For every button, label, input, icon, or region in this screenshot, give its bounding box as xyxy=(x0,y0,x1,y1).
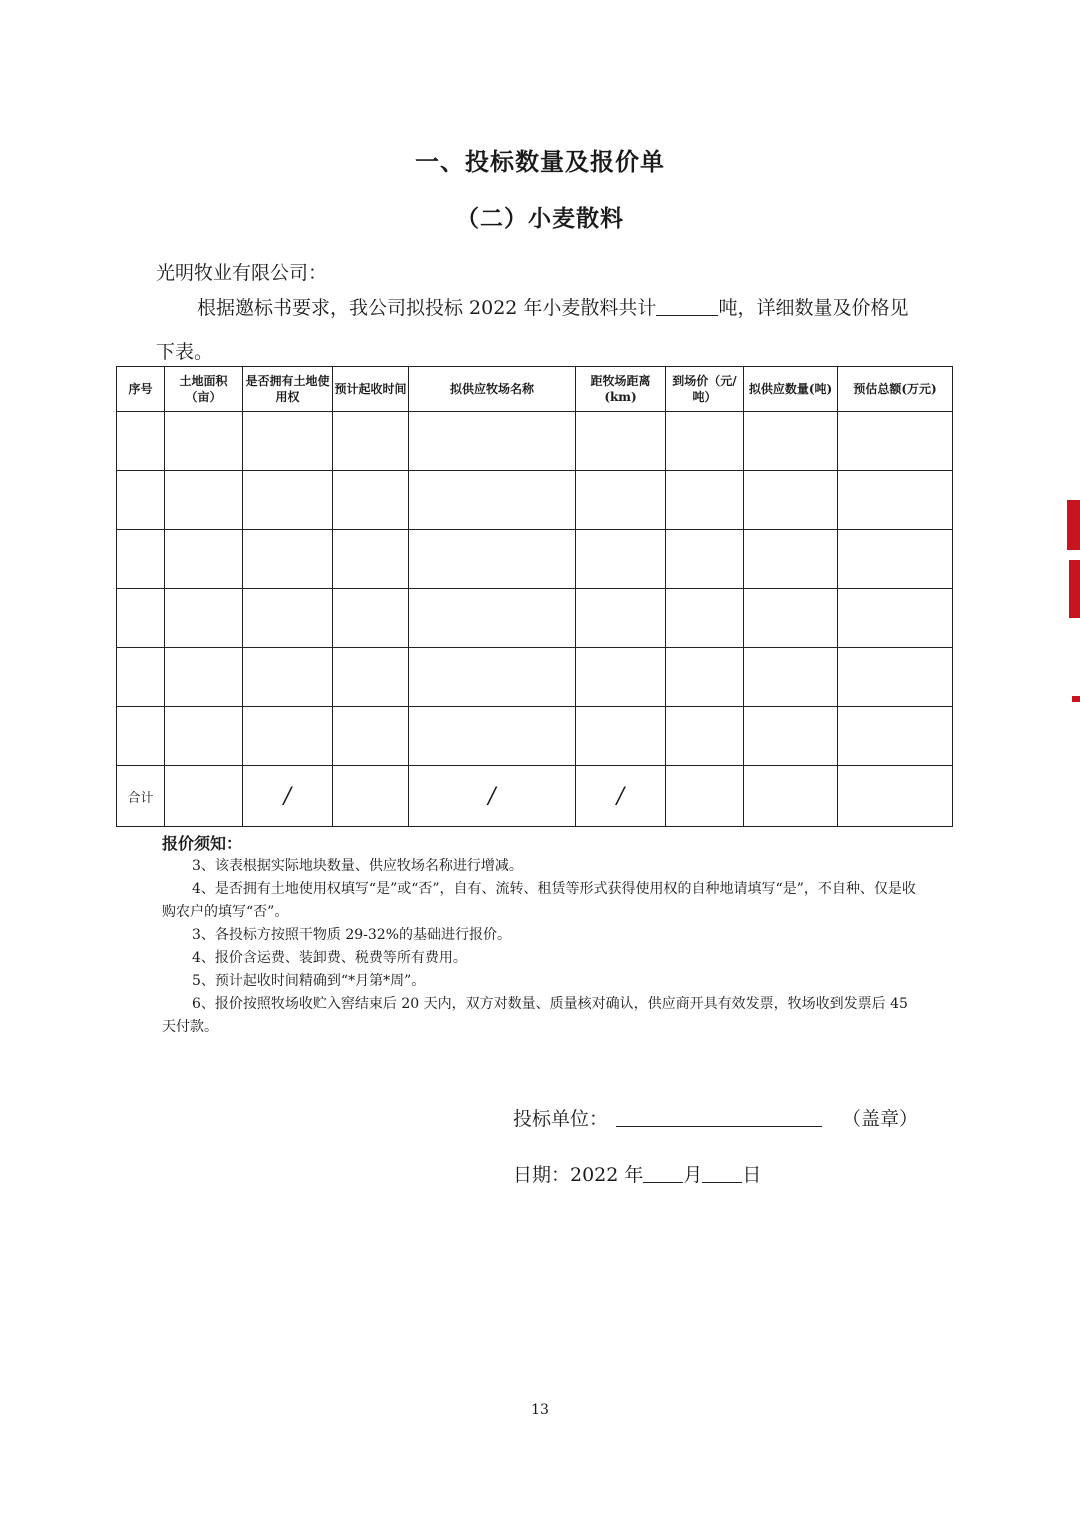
month-label: 月 xyxy=(683,1164,703,1186)
slash-mark: / xyxy=(576,766,666,827)
table-cell[interactable] xyxy=(165,412,243,471)
table-cell[interactable] xyxy=(744,471,838,530)
header-cell: 是否拥有土地使用权 xyxy=(243,367,333,412)
table-cell[interactable] xyxy=(744,589,838,648)
day-label: 日 xyxy=(742,1164,762,1186)
table-cell[interactable] xyxy=(744,412,838,471)
table-cell[interactable] xyxy=(409,412,576,471)
slash-mark: / xyxy=(243,766,333,827)
table-cell[interactable] xyxy=(243,471,333,530)
note-item: 4、报价含运费、装卸费、税费等所有费用。 xyxy=(192,950,467,966)
table-header-row xyxy=(117,367,953,412)
table-cell[interactable] xyxy=(165,530,243,589)
table-cell[interactable] xyxy=(666,412,744,471)
table-cell[interactable] xyxy=(165,648,243,707)
table-cell[interactable] xyxy=(838,707,953,766)
table-cell[interactable] xyxy=(744,707,838,766)
table-cell[interactable] xyxy=(409,648,576,707)
table-cell[interactable] xyxy=(333,589,409,648)
table-cell[interactable] xyxy=(666,530,744,589)
note-item: 4、是否拥有土地使用权填写“是”或“否”，自有、流转、租赁等形式获得使用权的自种地请填写“是”，不自种、仅是收购农户的填写“否”。 xyxy=(162,881,916,920)
table-cell[interactable] xyxy=(576,471,666,530)
header-cell: 到场价（元/吨） xyxy=(666,367,744,412)
table-cell[interactable] xyxy=(744,648,838,707)
table-cell[interactable] xyxy=(333,766,409,827)
table-row xyxy=(117,589,953,648)
page-number: 13 xyxy=(531,1402,549,1418)
bidder-unit-line xyxy=(513,1104,918,1131)
table-cell[interactable] xyxy=(576,412,666,471)
bidder-unit-blank[interactable] xyxy=(616,1104,822,1127)
table-cell[interactable] xyxy=(666,707,744,766)
header-cell: 拟供应数量(吨) xyxy=(744,367,838,412)
addressee: 光明牧业有限公司： xyxy=(156,262,328,284)
table-cell[interactable] xyxy=(576,530,666,589)
table-row xyxy=(117,707,953,766)
table-cell[interactable] xyxy=(243,530,333,589)
table-cell[interactable] xyxy=(117,707,165,766)
bidder-unit-label: 投标单位： xyxy=(513,1108,609,1130)
note-item: 3、各投标方按照干物质 29-32%的基础进行报价。 xyxy=(192,927,512,943)
tonnage-blank xyxy=(656,293,718,316)
table-cell[interactable] xyxy=(576,707,666,766)
notes-title: 报价须知： xyxy=(162,834,243,853)
table-cell[interactable] xyxy=(666,471,744,530)
date-line xyxy=(513,1160,761,1187)
table-row xyxy=(117,471,953,530)
note-item: 6、报价按照牧场收贮入窖结束后 20 天内，双方对数量、质量核对确认，供应商开具有效发票，牧场收到发票后 45 天付款。 xyxy=(162,996,908,1035)
table-cell[interactable] xyxy=(117,589,165,648)
table-cell[interactable] xyxy=(409,530,576,589)
table-cell[interactable] xyxy=(243,412,333,471)
table-cell[interactable] xyxy=(243,589,333,648)
total-label: 合计 xyxy=(117,766,165,827)
month-blank[interactable] xyxy=(643,1160,683,1183)
seal-note: （盖章） xyxy=(842,1108,919,1130)
header-cell: 序号 xyxy=(117,367,165,412)
table-cell[interactable] xyxy=(838,766,953,827)
table-cell[interactable] xyxy=(744,530,838,589)
table-cell[interactable] xyxy=(666,766,744,827)
table-cell[interactable] xyxy=(838,412,953,471)
table-cell[interactable] xyxy=(117,530,165,589)
header-cell: 预估总额(万元) xyxy=(838,367,953,412)
table-cell[interactable] xyxy=(333,412,409,471)
date-prefix: 日期：2022 年 xyxy=(513,1164,644,1186)
table-cell[interactable] xyxy=(333,707,409,766)
table-cell[interactable] xyxy=(243,707,333,766)
table-cell[interactable] xyxy=(576,648,666,707)
table-cell[interactable] xyxy=(165,471,243,530)
table-cell[interactable] xyxy=(409,589,576,648)
document-title: 一、投标数量及报价单 xyxy=(415,148,665,176)
table-cell[interactable] xyxy=(744,766,838,827)
day-blank[interactable] xyxy=(702,1160,742,1183)
table-cell[interactable] xyxy=(333,471,409,530)
table-cell[interactable] xyxy=(838,471,953,530)
table-row xyxy=(117,648,953,707)
note-item: 3、该表根据实际地块数量、供应牧场名称进行增减。 xyxy=(192,858,523,874)
intro-paragraph xyxy=(156,286,916,374)
table-cell[interactable] xyxy=(666,589,744,648)
table-cell[interactable] xyxy=(838,648,953,707)
table-cell[interactable] xyxy=(838,530,953,589)
header-cell: 拟供应牧场名称 xyxy=(409,367,576,412)
table-cell[interactable] xyxy=(333,530,409,589)
table-cell[interactable] xyxy=(576,589,666,648)
slash-mark: / xyxy=(409,766,576,827)
table-cell[interactable] xyxy=(165,766,243,827)
header-cell: 土地面积（亩） xyxy=(165,367,243,412)
intro-text-1: 根据邀标书要求，我公司拟投标 2022 年小麦散料共计 xyxy=(197,297,657,319)
table-row xyxy=(117,530,953,589)
table-cell[interactable] xyxy=(666,648,744,707)
table-cell[interactable] xyxy=(409,707,576,766)
header-cell: 距牧场距离(km) xyxy=(576,367,666,412)
table-cell[interactable] xyxy=(333,648,409,707)
table-cell[interactable] xyxy=(165,589,243,648)
table-cell[interactable] xyxy=(117,412,165,471)
table-cell[interactable] xyxy=(243,648,333,707)
document-subtitle: （二）小麦散料 xyxy=(456,206,624,232)
table-cell[interactable] xyxy=(117,471,165,530)
table-cell[interactable] xyxy=(165,707,243,766)
header-cell: 预计起收时间 xyxy=(333,367,409,412)
total-row xyxy=(117,766,953,827)
note-item: 5、预计起收时间精确到“*月第*周”。 xyxy=(192,973,426,989)
table-cell[interactable] xyxy=(117,648,165,707)
table-cell[interactable] xyxy=(838,589,953,648)
table-row xyxy=(117,412,953,471)
quote-table xyxy=(116,366,953,827)
table-cell[interactable] xyxy=(409,471,576,530)
intro-text-2: 吨，详细数量及价格见下表。 xyxy=(156,297,909,363)
quote-notes xyxy=(162,832,922,1039)
red-seal-edge-icon xyxy=(1064,500,1080,710)
